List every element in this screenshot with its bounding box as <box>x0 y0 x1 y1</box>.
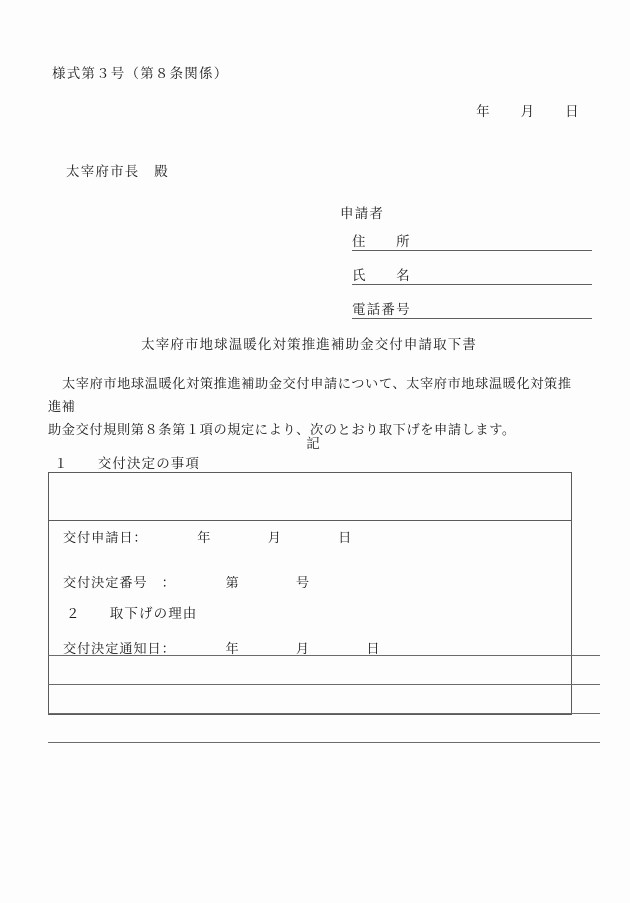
date-line <box>455 84 580 136</box>
table-cell-line: 交付申請日： 年 月 日 <box>63 531 353 546</box>
addressee: 太宰府市長 殿 <box>66 164 169 180</box>
writing-rule[interactable] <box>48 685 600 714</box>
applicant-phone-field[interactable] <box>352 298 580 332</box>
writing-rule[interactable] <box>48 627 600 656</box>
applicant-name-label: 氏 名 <box>352 268 411 284</box>
applicant-phone-rule <box>352 318 592 319</box>
section-2-heading: ２ 取下げの理由 <box>66 606 198 622</box>
table-cell-line: 交付決定通知日： 年 月 日 <box>63 642 381 657</box>
applicant-address-rule <box>352 250 592 251</box>
applicant-name-rule <box>352 284 592 285</box>
document-title: 太宰府市地球温暖化対策推進補助金交付申請取下書 <box>141 337 477 353</box>
writing-rule[interactable] <box>48 714 600 743</box>
ki-marker: 記 <box>306 436 320 452</box>
applicant-name-field[interactable] <box>352 264 580 298</box>
applicant-heading: 申請者 <box>340 206 385 222</box>
date-month-label: 月 <box>520 104 536 120</box>
table-row <box>49 473 571 546</box>
date-year-label: 年 <box>476 104 491 120</box>
applicant-address-field[interactable] <box>352 230 580 264</box>
date-day-label: 日 <box>565 104 580 120</box>
applicant-block <box>340 202 580 332</box>
table-cell-line: 交付決定番号 ： 第 号 <box>63 576 310 591</box>
body-paragraph-line-2: 助金交付規則第８条第１項の規定により、次のとおり取下げを申請します。 <box>48 423 516 438</box>
table-cell-application-date[interactable] <box>49 473 571 546</box>
form-number: 様式第３号（第８条関係） <box>52 66 229 82</box>
section-1-heading: １ 交付決定の事項 <box>54 456 200 472</box>
body-paragraph-line-1: 太宰府市地球温暖化対策推進補助金交付申請について、太宰府市地球温暖化対策推進補 <box>48 377 572 415</box>
writing-rule[interactable] <box>48 656 600 685</box>
reason-writing-lines[interactable] <box>48 627 600 743</box>
applicant-phone-label: 電話番号 <box>352 302 411 318</box>
applicant-address-label: 住 所 <box>352 234 411 250</box>
